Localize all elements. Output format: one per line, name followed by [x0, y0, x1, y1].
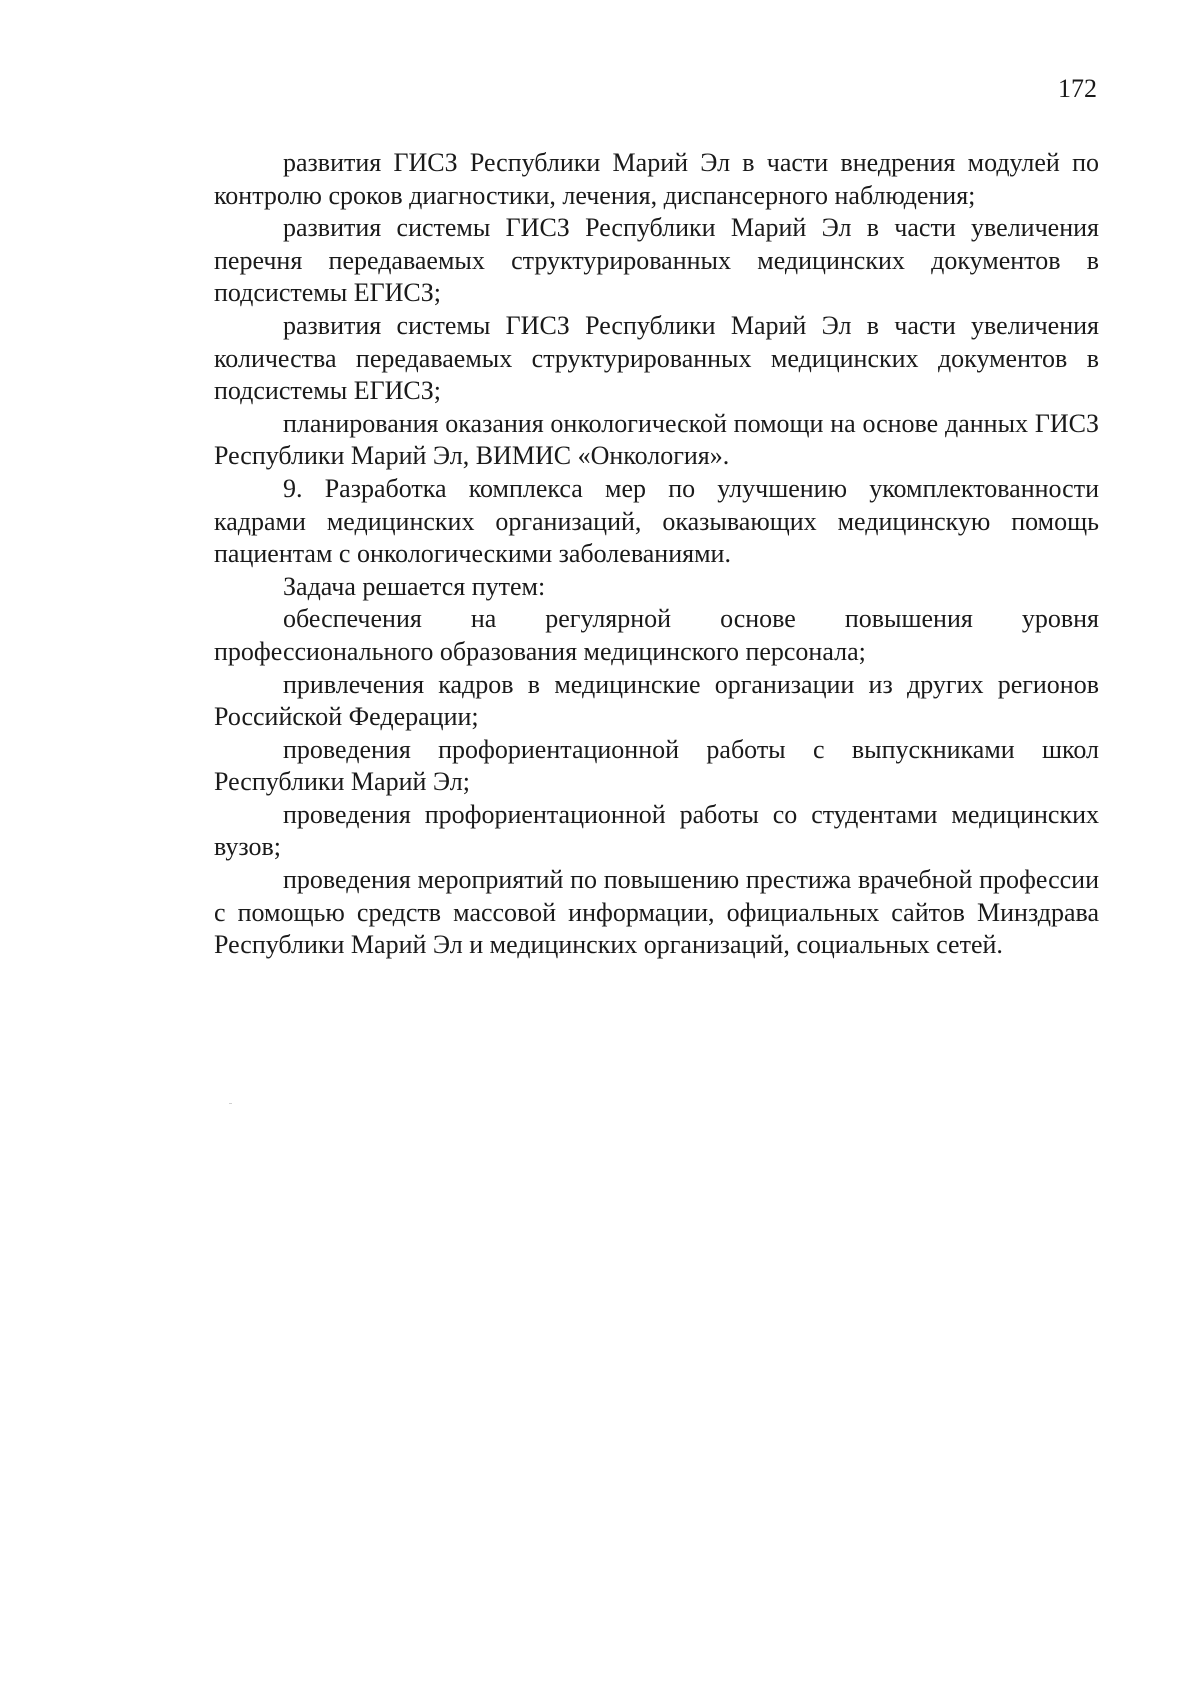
- paragraph-gisz-document-list: развития системы ГИСЗ Республики Марий Эл в части увеличения перечня передаваемых структурированных медицинских документов в подсистемы ЕГИСЗ;: [214, 213, 1099, 308]
- paragraph-item-9-staffing: 9. Разработка комплекса мер по улучшению укомплектованности кадрами медицинских организаций, оказывающих медицинскую помощь пациентам с онкологическими заболеваниями.: [214, 473, 1099, 569]
- paragraph-profession-prestige: проведения мероприятий по повышению престижа врачебной профессии с помощью средств массовой информации, официальных сайтов Минздрава Республики Марий Эл и медицинских организаций, социальных сетей.: [214, 865, 1099, 960]
- paragraph-oncology-planning: планирования оказания онкологической помощи на основе данных ГИСЗ Республики Марий Эл, ВИМИС «Онкология».: [214, 408, 1099, 471]
- paragraph-student-career-guidance: проведения профориентационной работы со студентами медицинских вузов;: [214, 799, 1099, 862]
- paragraph-school-career-guidance: проведения профориентационной работы с выпускниками школ Республики Марий Эл;: [214, 734, 1099, 797]
- paragraph-gisz-document-count: развития системы ГИСЗ Республики Марий Эл в части увеличения количества передаваемых структурированных медицинских документов в подсистемы ЕГИСЗ;: [214, 310, 1099, 406]
- page-number: 172: [1058, 74, 1097, 103]
- paragraph-professional-education: обеспечения на регулярной основе повышения уровня профессионального образования медицинского персонала;: [214, 604, 1099, 666]
- document-body: [214, 147, 1099, 962]
- paragraph-task-intro: Задача решается путем:: [283, 571, 546, 601]
- paragraph-gisz-modules: развития ГИСЗ Республики Марий Эл в части внедрения модулей по контролю сроков диагностики, лечения, диспансерного наблюдения;: [214, 148, 1099, 210]
- paragraph-staff-attraction: привлечения кадров в медицинские организации из других регионов Российской Федерации;: [214, 669, 1099, 732]
- scan-artifact: [229, 1103, 232, 1104]
